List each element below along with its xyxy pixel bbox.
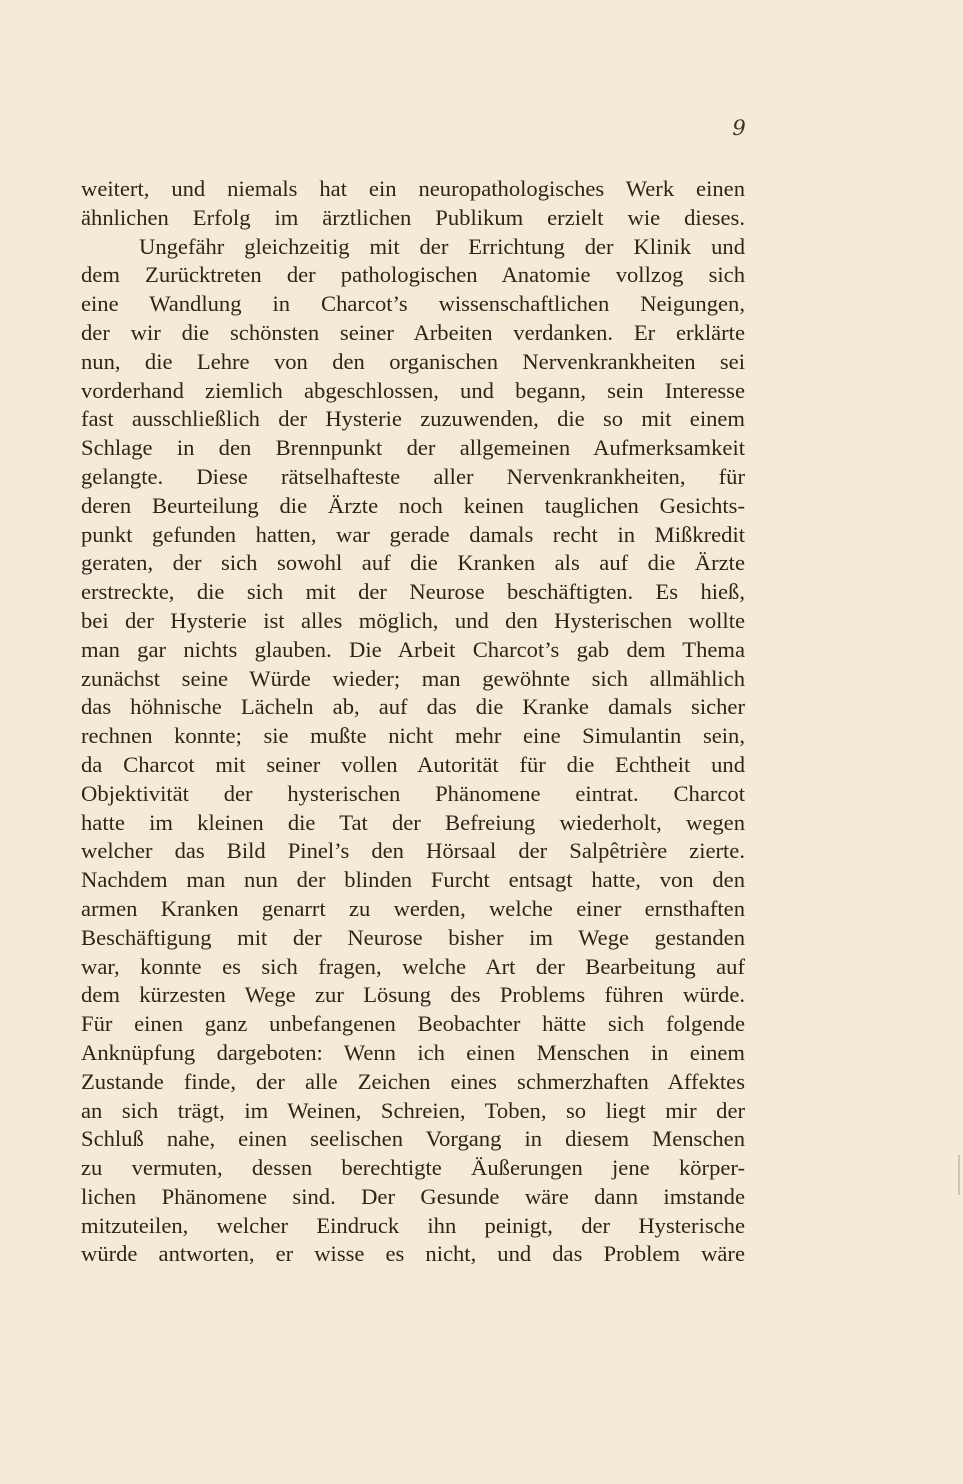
text-line: Beschäftigung mit der Neurose bisher im Wege gestanden	[81, 924, 745, 950]
text-line: Zustande finde, der alle Zeichen eines schmerzhaften Affektes	[81, 1068, 745, 1094]
body-text	[81, 175, 745, 1269]
text-line: armen Kranken genarrt zu werden, welche einer ernsthaften	[81, 895, 745, 921]
text-line: Schluß nahe, einen seelischen Vorgang in diesem Menschen	[81, 1126, 745, 1152]
text-line: Anknüpfung dargeboten: Wenn ich einen Menschen in einem	[81, 1039, 745, 1065]
text-line: geraten, der sich sowohl auf die Kranken als auf die Ärzte	[81, 550, 745, 576]
text-line: erstreckte, die sich mit der Neurose beschäftigten. Es hieß,	[81, 579, 745, 605]
text-line: lichen Phänomene sind. Der Gesunde wäre dann imstande	[81, 1183, 745, 1209]
text-line: vorderhand ziemlich abgeschlossen, und begann, sein Interesse	[81, 377, 745, 403]
text-line: Schlage in den Brennpunkt der allgemeinen Aufmerksamkeit	[81, 435, 745, 461]
page-number: 9	[732, 116, 746, 140]
text-line: rechnen konnte; sie mußte nicht mehr eine Simulantin sein,	[81, 723, 745, 749]
paragraph-start-line: Ungefähr gleichzeitig mit der Errichtung der Klinik und	[139, 233, 745, 259]
text-line: das höhnische Lächeln ab, auf das die Kranke damals sicher	[81, 694, 745, 720]
text-line: da Charcot mit seiner vollen Autorität für die Echtheit und	[81, 751, 745, 777]
text-line: zu vermuten, dessen berechtigte Äußerungen jene körper-	[81, 1155, 745, 1181]
text-line: Für einen ganz unbefangenen Beobachter hätte sich folgende	[81, 1011, 745, 1037]
text-line: punkt gefunden hatten, war gerade damals recht in Mißkredit	[81, 521, 745, 547]
text-line: dem kürzesten Wege zur Lösung des Problems führen würde.	[81, 982, 745, 1008]
text-line: an sich trägt, im Weinen, Schreien, Toben, so liegt mir der	[81, 1097, 745, 1123]
text-line: eine Wandlung in Charcot’s wissenschaftlichen Neigungen,	[81, 291, 745, 317]
text-line: Nachdem man nun der blinden Furcht entsagt hatte, von den	[81, 867, 745, 893]
text-line: hatte im kleinen die Tat der Befreiung wiederholt, wegen	[81, 809, 745, 835]
text-line: nun, die Lehre von den organischen Nervenkrankheiten sei	[81, 348, 745, 374]
text-line: fast ausschließlich der Hysterie zuzuwenden, die so mit einem	[81, 406, 745, 432]
text-line: der wir die schönsten seiner Arbeiten verdanken. Er erklärte	[81, 319, 745, 345]
text-line: bei der Hysterie ist alles möglich, und den Hysterischen wollte	[81, 607, 745, 633]
text-line: welcher das Bild Pinel’s den Hörsaal der Salpêtrière zierte.	[81, 838, 745, 864]
page-edge-mark	[958, 1155, 960, 1195]
text-line: war, konnte es sich fragen, welche Art der Bearbeitung auf	[81, 953, 745, 979]
text-line: dem Zurücktreten der pathologischen Anatomie vollzog sich	[81, 262, 745, 288]
text-line: deren Beurteilung die Ärzte noch keinen tauglichen Gesichts-	[81, 492, 745, 518]
text-line: zunächst seine Würde wieder; man gewöhnte sich allmählich	[81, 665, 745, 691]
text-line: weitert, und niemals hat ein neuropathologisches Werk einen	[81, 176, 745, 201]
text-line: ähnlichen Erfolg im ärztlichen Publikum erzielt wie dieses.	[81, 204, 745, 230]
text-line: man gar nichts glauben. Die Arbeit Charcot’s gab dem Thema	[81, 636, 745, 662]
text-line: würde antworten, er wisse es nicht, und das Problem wäre	[81, 1241, 745, 1267]
text-line: gelangte. Diese rätselhafteste aller Nervenkrankheiten, für	[81, 463, 745, 489]
text-line: Objektivität der hysterischen Phänomene eintrat. Charcot	[81, 780, 745, 806]
text-line: mitzuteilen, welcher Eindruck ihn peinigt, der Hysterische	[81, 1212, 745, 1238]
